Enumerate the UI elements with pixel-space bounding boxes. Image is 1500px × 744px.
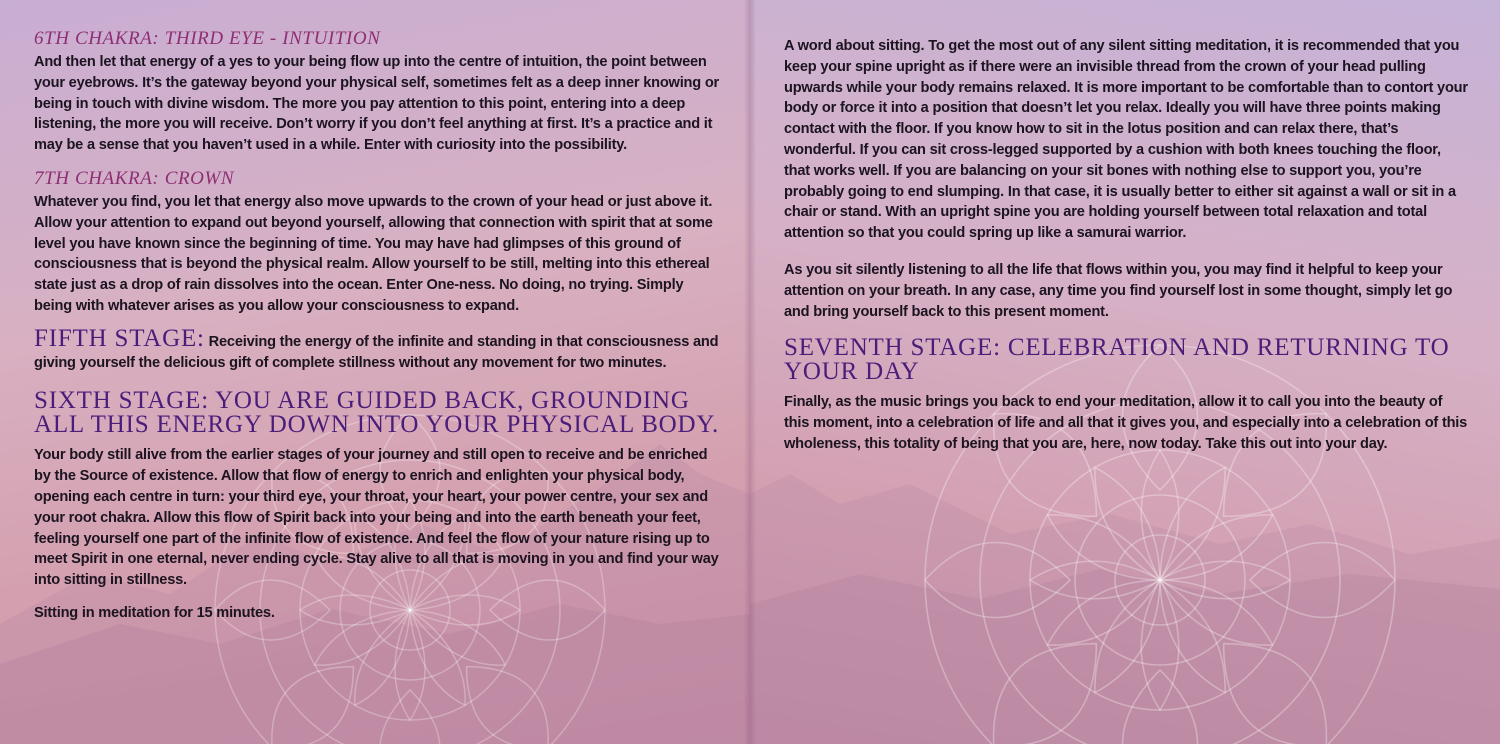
seventh-stage-heading: SEVENTH STAGE: CELEBRATION AND RETURNING TO YOUR DAY <box>784 334 1450 386</box>
sixth-stage-note: Sitting in meditation for 15 minutes. <box>34 604 275 621</box>
chakra7-heading: 7TH CHAKRA: CROWN <box>34 167 235 189</box>
book-gutter <box>744 0 756 744</box>
fifth-stage-paragraph <box>34 324 720 374</box>
right-page <box>750 0 1500 744</box>
sixth-stage-heading: SIXTH STAGE: YOU ARE GUIDED BACK, GROUNDING ALL THIS ENERGY DOWN INTO YOUR PHYSICAL BODY. <box>34 387 720 439</box>
sitting-paragraph: A word about sitting. To get the most out of any silent sitting meditation, it is recommended that you keep your spine upright as if there were an invisible thread from the crown of your head pulling upwards while your body remains relaxed. It is more important to be comfortable than to contort your body or force it into a position that doesn’t let you relax. Ideally you will have three points making contact with the floor. If you know how to sit in the lotus position and can relax there, that’s wonderful. If you can sit cross-legged supported by a cushion with both knees touching the floor, that works well. If you are balancing on your sit bones with nothing else to support you, you’re probably going to end slumping. In that case, it is usually better to either sit against a wall or sit in a chair or stand. With an upright spine you are holding yourself between total relaxation and total attention so that you could spring up like a samurai warrior. <box>784 38 1468 242</box>
chakra7-text: Whatever you find, you let that energy also move upwards to the crown of your head or just above it. Allow your attention to expand out beyond yourself, allowing that connection with spirit that at some level you have known since the beginning of time. You may have had glimpses of this ground of consciousness that is beyond the physical realm. Allow yourself to be still, melting into this ethereal state just as a drop of rain dissolves into the ocean. Enter One-ness. No doing, no trying. Simply being with whatever arises as you allow your consciousness to expand. <box>34 193 713 314</box>
chakra6-text: And then let that energy of a yes to your being flow up into the centre of intuition, the point between your eyebrows. It’s the gateway beyond your physical self, sometimes felt as a deep inner knowing or being in touch with divine wisdom. The more you pay attention to this point, entering into a deep listening, the more you will receive. Don’t worry if you don’t feel anything at first. It’s a practice and it may be a sense that you haven’t used in a while. Enter with curiosity into the possibility. <box>34 54 720 154</box>
left-page-content <box>34 28 720 636</box>
right-page-content <box>784 36 1470 467</box>
sixth-stage-text: Your body still alive from the earlier stages of your journey and still open to receive and be enriched by the Source of existence. Allow that flow of energy to enrich and enlighten your physical body, opening each centre in turn: your third eye, your throat, your heart, your power centre, your sex and your root chakra. Allow this flow of Spirit back into your being and into the earth beneath your feet, feeling yourself one part of the infinite flow of existence. And feel the flow of your nature rising up to meet Spirit in one eternal, never ending cycle. Stay alive to all that is moving in you and find your way into sitting in stillness. <box>34 447 719 589</box>
fifth-stage-heading: FIFTH STAGE: <box>34 324 205 352</box>
fifth-stage-text: Receiving the energy of the infinite and standing in that consciousness and giving yourself the delicious gift of complete stillness without any movement for two minutes. <box>34 333 719 371</box>
breath-paragraph: As you sit silently listening to all the life that flows within you, you may find it helpful to keep your attention on your breath. In any case, any time you find yourself lost in some thought, simply let go and bring yourself back to this present moment. <box>784 261 1453 320</box>
seventh-stage-text: Finally, as the music brings you back to end your meditation, allow it to call you into the beauty of this moment, into a celebration of life and all that it gives you, and especially into a celebration of this wholeness, this totality of being that you are, here, now today. Take this out into your day. <box>784 394 1468 452</box>
chakra6-heading: 6TH CHAKRA: THIRD EYE - INTUITION <box>34 28 381 49</box>
